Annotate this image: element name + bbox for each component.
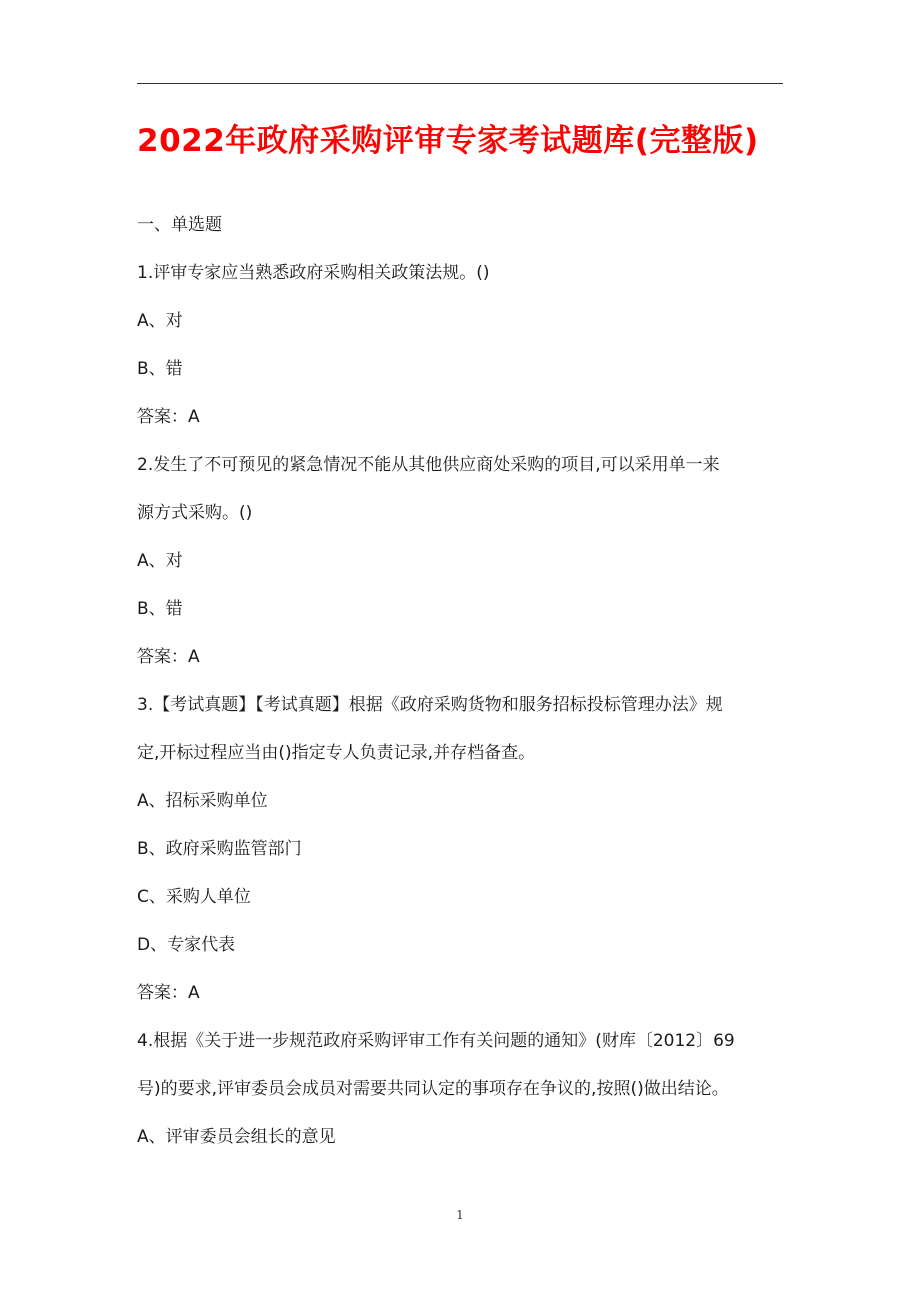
- question-4-text-line-2: 号)的要求,评审委员会成员对需要共同认定的事项存在争议的,按照()做出结论。: [137, 1079, 729, 1099]
- question-3-option-a: A、招标采购单位: [137, 791, 268, 811]
- question-3-option-b: B、政府采购监管部门: [137, 839, 302, 859]
- question-3-option-c: C、采购人单位: [137, 887, 251, 907]
- question-2-text-line-1: 2.发生了不可预见的紧急情况不能从其他供应商处采购的项目,可以采用单一来: [137, 455, 720, 475]
- question-3-option-d: D、专家代表: [137, 935, 236, 955]
- question-3-answer: 答案：A: [137, 983, 200, 1003]
- question-4-text-line-1: 4.根据《关于进一步规范政府采购评审工作有关问题的通知》(财库〔2012〕69: [137, 1031, 735, 1051]
- page-number: 1: [456, 1208, 464, 1222]
- header-rule: [137, 83, 783, 84]
- question-2-option-a: A、对: [137, 551, 183, 571]
- question-1-option-a: A、对: [137, 311, 183, 331]
- section-heading: 一、单选题: [137, 215, 222, 235]
- question-1-option-b: B、错: [137, 359, 183, 379]
- question-3-text-line-1: 3.【考试真题】【考试真题】根据《政府采购货物和服务招标投标管理办法》规: [137, 695, 723, 715]
- question-4-option-a: A、评审委员会组长的意见: [137, 1127, 336, 1147]
- question-2-text-line-2: 源方式采购。(): [137, 503, 253, 523]
- question-3-text-line-2: 定,开标过程应当由()指定专人负责记录,并存档备查。: [137, 743, 536, 763]
- document-title: 2022年政府采购评审专家考试题库(完整版): [137, 123, 759, 159]
- question-2-answer: 答案：A: [137, 647, 200, 667]
- question-1-text: 1.评审专家应当熟悉政府采购相关政策法规。(): [137, 263, 490, 283]
- question-2-option-b: B、错: [137, 599, 183, 619]
- question-1-answer: 答案：A: [137, 407, 200, 427]
